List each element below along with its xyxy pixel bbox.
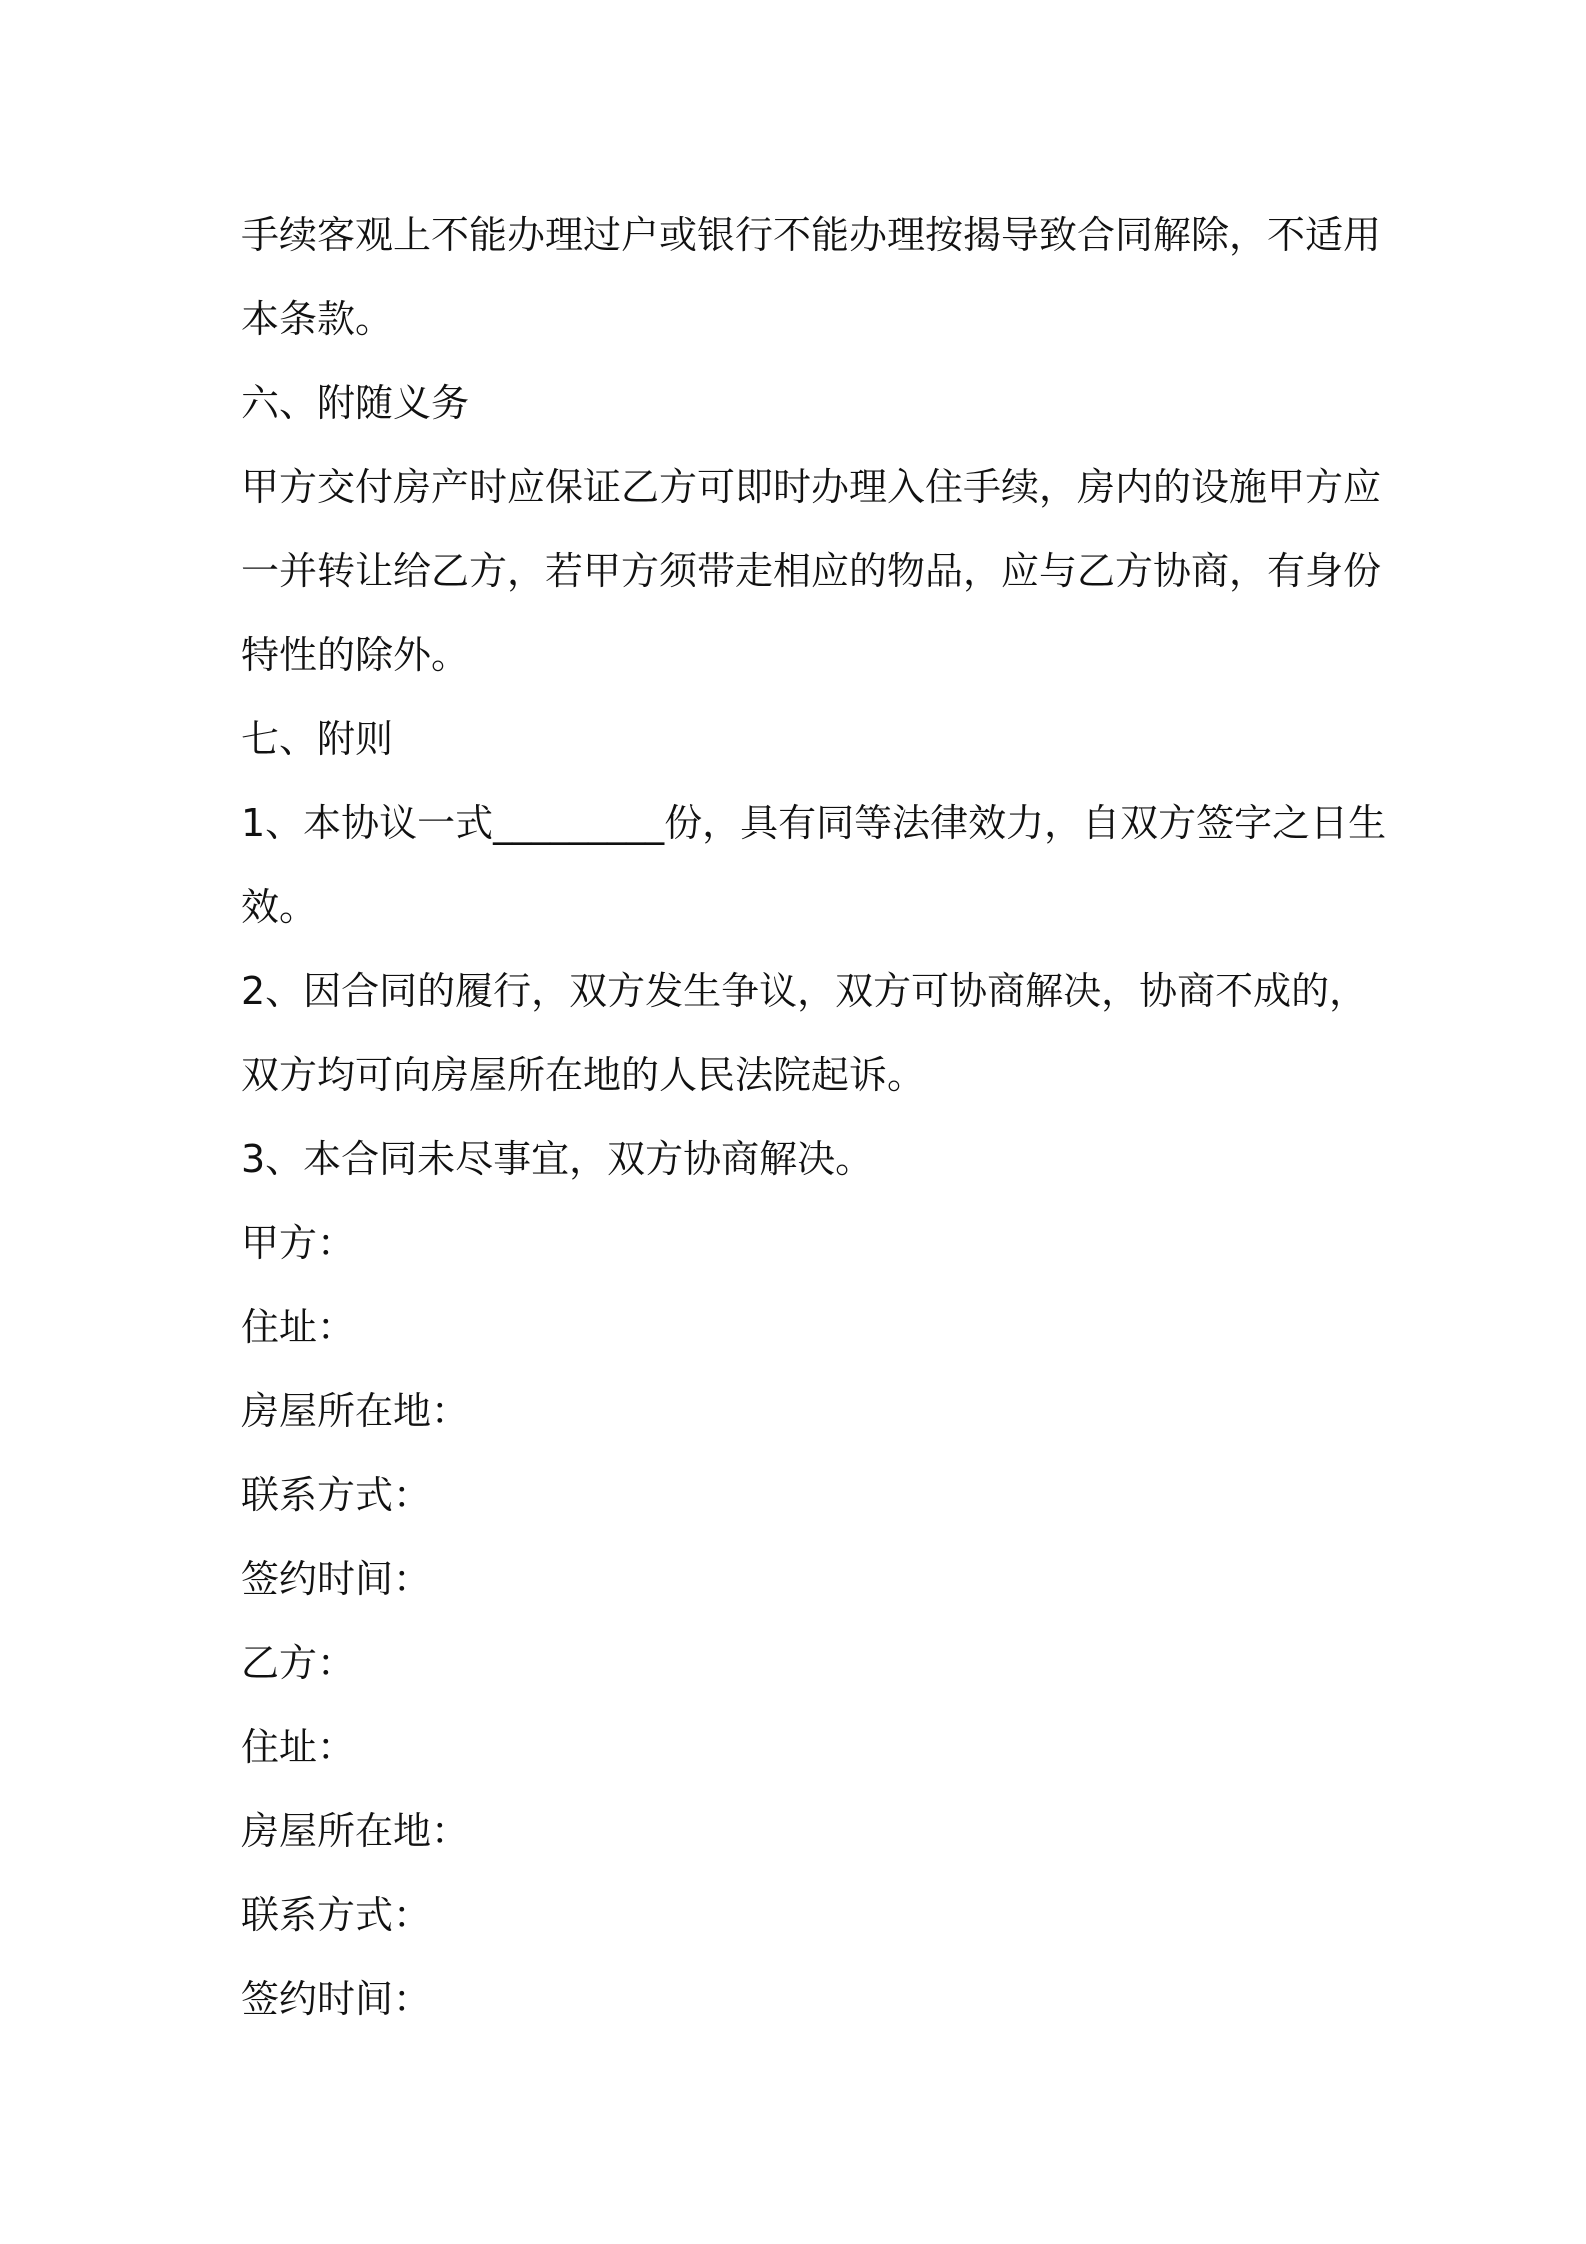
text-line-6: 特性的除外。 (241, 633, 470, 677)
clause-1-line-2: 效。 (241, 885, 318, 929)
document-body (241, 193, 1387, 2041)
party-a-signing-time-label: 签约时间： (241, 1557, 432, 1601)
text-line-2: 本条款。 (241, 297, 394, 341)
text-line-4: 甲方交付房产时应保证乙方可即时办理入住手续，房内的设施甲方应 (241, 465, 1382, 509)
text-line-5: 一并转让给乙方，若甲方须带走相应的物品，应与乙方协商，有身份 (241, 549, 1382, 593)
party-b-address-label: 住址： (241, 1725, 356, 1769)
clause-2-line-2: 双方均可向房屋所在地的人民法院起诉。 (241, 1053, 926, 1097)
party-b-property-location-label: 房屋所在地： (241, 1809, 470, 1853)
clause-1-line-1: 1、本协议一式_________份，具有同等法律效力，自双方签字之日生 (241, 801, 1387, 845)
text-line-1: 手续客观上不能办理过户或银行不能办理按揭导致合同解除，不适用 (241, 213, 1382, 257)
party-b-signing-time-label: 签约时间： (241, 1977, 432, 2021)
party-a-address-label: 住址： (241, 1305, 356, 1349)
section-heading-7: 七、附则 (241, 717, 394, 761)
clause-3: 3、本合同未尽事宜，双方协商解决。 (241, 1137, 874, 1181)
party-a-property-location-label: 房屋所在地： (241, 1389, 470, 1433)
party-b-contact-label: 联系方式： (241, 1893, 432, 1937)
clause-2-line-1: 2、因合同的履行，双方发生争议，双方可协商解决，协商不成的， (241, 969, 1368, 1013)
party-a-label: 甲方： (241, 1221, 356, 1265)
party-a-contact-label: 联系方式： (241, 1473, 432, 1517)
party-b-label: 乙方： (241, 1641, 356, 1685)
section-heading-6: 六、附随义务 (241, 381, 470, 425)
